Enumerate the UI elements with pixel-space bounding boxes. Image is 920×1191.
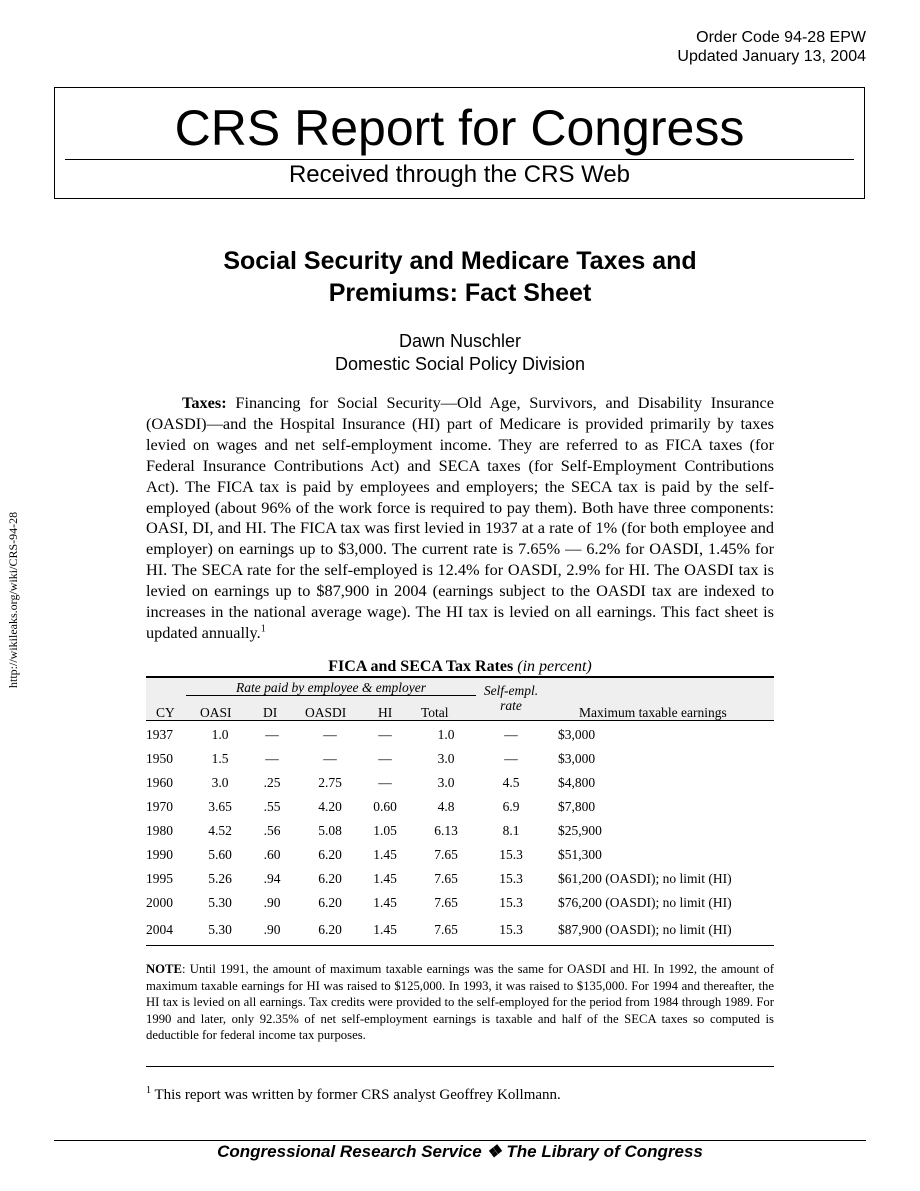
- table-row: [146, 871, 774, 895]
- cell-cy: 1937: [146, 727, 173, 742]
- cell-di: .56: [263, 823, 281, 838]
- body-paragraph: [146, 393, 774, 644]
- cell-hi: 0.60: [373, 799, 397, 814]
- cell-max: $76,200 (OASDI); no limit (HI): [558, 895, 732, 910]
- cell-di: .90: [263, 895, 281, 910]
- cell-hi: 1.45: [373, 871, 397, 886]
- cell-cy: 1995: [146, 871, 173, 886]
- author-division: Domestic Social Policy Division: [334, 354, 586, 374]
- cell-cy: 2004: [146, 922, 173, 937]
- cell-total: 7.65: [434, 871, 458, 886]
- updated-date: Updated January 13, 2004: [677, 48, 866, 65]
- footnote: [146, 1087, 774, 1104]
- cell-oasdi: 6.20: [318, 895, 342, 910]
- footnote-text: This report was written by former CRS analyst Geoffrey Kollmann.: [151, 1087, 561, 1103]
- cell-oasdi: 2.75: [318, 775, 342, 790]
- cell-hi: 1.05: [373, 823, 397, 838]
- table-caption: [146, 658, 774, 676]
- table-row: [146, 895, 774, 919]
- footnote-mark: 1: [146, 1085, 151, 1096]
- cell-cy: 1970: [146, 799, 173, 814]
- footnote-ref[interactable]: 1: [260, 623, 266, 635]
- cell-cy: 2000: [146, 895, 173, 910]
- footnote-divider: [146, 1066, 774, 1067]
- page-footer: Congressional Research Service ❖ The Library of Congress: [217, 1142, 703, 1161]
- order-code-block: [677, 28, 866, 66]
- cell-total: 6.13: [434, 823, 458, 838]
- col-header-oasdi: OASDI: [305, 705, 347, 720]
- cell-max: $51,300: [558, 847, 602, 862]
- cell-total: 3.0: [437, 751, 455, 766]
- note-text: : Until 1991, the amount of maximum taxable earnings was the same for OASDI and HI. In 1992, the amount of maximum taxable earnings for HI was raised to $125,000. In 1993, it was raised to $135,000. For 1994 and thereafter, the HI tax is levied on all earnings. Tax credits were provided to the self-employed for the period from 1984 through 1989. For 1990 and later, only 92.35% of net self-employment earnings is taxable and half of the SECA taxes so computed is deductible for federal income tax purposes.: [146, 962, 774, 1042]
- body-text: Financing for Social Security—Old Age, Survivors, and Disability Insurance (OASDI)—and the Hospital Insurance (HI) part of Medicare is provided primarily by taxes levied on wages and net self-employment income. They are referred to as FICA taxes (for Federal Insurance Contributions Act) and SECA taxes (for Self-Employment Contributions Act). The FICA tax is paid by employees and employers; the SECA tax is paid by the self-employed (about 96% of the work force is required to pay them). Both have three components: OASI, DI, and HI. The FICA tax was first levied in 1937 at a rate of 1% (for both employee and employer) on earnings up to $3,000. The current rate is 7.65% — 6.2% for OASDI, 1.45% for HI. The SECA rate for the self-employed is 12.4% for OASDI, 2.9% for HI. The OASDI tax is levied on earnings up to $87,900 in 2004 (earnings subject to the OASDI tax are indexed to increases in the national average wage). The HI tax is levied on all earnings. This fact sheet is updated annually.: [146, 393, 775, 642]
- cell-total: 7.65: [434, 847, 458, 862]
- cell-di: .25: [263, 775, 281, 790]
- cell-self: 15.3: [499, 922, 523, 937]
- table-header: [146, 676, 774, 721]
- author-block: [146, 330, 774, 376]
- table-caption-title: FICA and SECA Tax Rates: [328, 658, 514, 675]
- table-row: [146, 799, 774, 823]
- cell-hi: —: [378, 775, 392, 790]
- table-row: [146, 727, 774, 751]
- cell-total: 3.0: [437, 775, 455, 790]
- cell-di: .90: [263, 922, 281, 937]
- cell-di: —: [265, 727, 279, 742]
- cell-oasi: 3.0: [211, 775, 229, 790]
- cell-max: $3,000: [558, 727, 596, 742]
- cell-self: 15.3: [499, 895, 523, 910]
- cell-oasi: 3.65: [208, 799, 232, 814]
- table-row: [146, 922, 774, 946]
- footer-divider: [54, 1140, 866, 1141]
- cell-hi: —: [378, 751, 392, 766]
- cell-cy: 1950: [146, 751, 173, 766]
- author-name: Dawn Nuschler: [398, 331, 522, 351]
- cell-oasdi: 4.20: [318, 799, 342, 814]
- cell-di: .94: [263, 871, 281, 886]
- self-header-line-2: rate: [500, 698, 522, 713]
- table-body: [146, 727, 774, 943]
- table-note: [146, 961, 774, 1044]
- self-header-line-1: Self-empl.: [483, 683, 539, 698]
- cell-hi: 1.45: [373, 847, 397, 862]
- cell-oasi: 5.30: [208, 895, 232, 910]
- cell-oasdi: 6.20: [318, 922, 342, 937]
- cell-self: 15.3: [499, 847, 523, 862]
- cell-total: 1.0: [437, 727, 455, 742]
- col-header-cy: CY: [156, 705, 175, 720]
- cell-self: 6.9: [502, 799, 520, 814]
- table-row: [146, 751, 774, 775]
- report-banner: [54, 87, 865, 199]
- cell-di: .55: [263, 799, 281, 814]
- cell-total: 7.65: [434, 895, 458, 910]
- cell-self: 15.3: [499, 871, 523, 886]
- cell-cy: 1980: [146, 823, 173, 838]
- cell-max: $7,800: [558, 799, 596, 814]
- col-header-hi: HI: [378, 705, 393, 720]
- cell-oasi: 1.5: [211, 751, 229, 766]
- table-row: [146, 823, 774, 847]
- cell-di: .60: [263, 847, 281, 862]
- cell-self: —: [504, 751, 518, 766]
- note-label: NOTE: [146, 962, 182, 976]
- cell-cy: 1990: [146, 847, 173, 862]
- cell-max: $87,900 (OASDI); no limit (HI): [558, 922, 732, 937]
- cell-cy: 1960: [146, 775, 173, 790]
- banner-subtitle: Received through the CRS Web: [288, 161, 631, 188]
- cell-oasi: 5.30: [208, 922, 232, 937]
- cell-oasdi: 6.20: [318, 871, 342, 886]
- cell-max: $3,000: [558, 751, 596, 766]
- cell-total: 4.8: [437, 799, 455, 814]
- table-row: [146, 775, 774, 799]
- col-header-oasi: OASI: [200, 705, 232, 720]
- col-header-max: Maximum taxable earnings: [579, 705, 727, 720]
- banner-title: CRS Report for Congress: [174, 100, 745, 156]
- cell-di: —: [265, 751, 279, 766]
- cell-max: $61,200 (OASDI); no limit (HI): [558, 871, 732, 886]
- group-header: Rate paid by employee & employer: [186, 680, 476, 696]
- cell-oasdi: —: [323, 727, 337, 742]
- cell-self: 8.1: [502, 823, 520, 838]
- table-row: [146, 847, 774, 871]
- document-title: [146, 245, 774, 309]
- cell-oasdi: 5.08: [318, 823, 342, 838]
- banner-divider: [65, 159, 854, 160]
- title-line-1: Social Security and Medicare Taxes and: [223, 247, 697, 275]
- table-caption-unit: (in percent): [517, 658, 592, 675]
- cell-oasdi: —: [323, 751, 337, 766]
- cell-oasi: 5.26: [208, 871, 232, 886]
- col-header-total: Total: [421, 705, 449, 720]
- col-header-di: DI: [263, 705, 278, 720]
- cell-oasi: 1.0: [211, 727, 229, 742]
- cell-oasdi: 6.20: [318, 847, 342, 862]
- cell-self: —: [504, 727, 518, 742]
- cell-hi: —: [378, 727, 392, 742]
- self-employed-header: [476, 683, 546, 713]
- cell-total: 7.65: [434, 922, 458, 937]
- cell-hi: 1.45: [373, 895, 397, 910]
- body-lead: Taxes:: [182, 393, 227, 412]
- cell-oasi: 5.60: [208, 847, 232, 862]
- cell-max: $25,900: [558, 823, 602, 838]
- cell-hi: 1.45: [373, 922, 397, 937]
- order-code: Order Code 94-28 EPW: [696, 29, 866, 46]
- title-line-2: Premiums: Fact Sheet: [328, 279, 592, 307]
- cell-self: 4.5: [502, 775, 520, 790]
- cell-max: $4,800: [558, 775, 596, 790]
- cell-oasi: 4.52: [208, 823, 232, 838]
- sidebar-url[interactable]: http://wikileaks.org/wiki/CRS-94-28: [6, 511, 20, 688]
